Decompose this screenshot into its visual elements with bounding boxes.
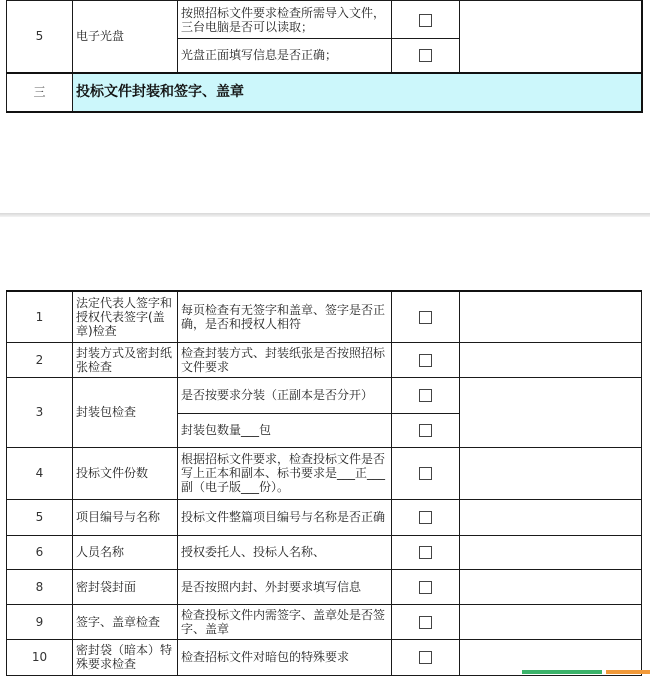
item-name: 法定代表人签字和授权代表签字(盖章)检查 bbox=[73, 291, 178, 342]
checkbox-cell bbox=[392, 413, 460, 447]
row-number: 4 bbox=[7, 447, 73, 499]
item-name: 电子光盘 bbox=[73, 1, 178, 73]
notes-cell[interactable] bbox=[460, 342, 642, 377]
checkbox-cell bbox=[392, 639, 460, 675]
checklist-table-top bbox=[6, 0, 643, 113]
table-row bbox=[7, 377, 642, 413]
checkbox-cell bbox=[392, 535, 460, 569]
item-name: 投标文件份数 bbox=[73, 447, 178, 499]
status-bar-orange bbox=[606, 670, 650, 674]
page-break bbox=[0, 213, 650, 217]
item-description: 根据招标文件要求，检查投标文件是否写上正本和副本、标书要求是___正___副（电子版___份）。 bbox=[178, 447, 392, 499]
item-description: 授权委托人、投标人名称、 bbox=[178, 535, 392, 569]
checkbox-cell bbox=[392, 1, 460, 39]
item-description: 封装包数量___包 bbox=[178, 413, 392, 447]
row-number: 3 bbox=[7, 377, 73, 447]
item-description: 检查投标文件内需签字、盖章处是否签字、盖章 bbox=[178, 604, 392, 639]
section-number: 三 bbox=[7, 73, 73, 112]
table-row bbox=[7, 342, 642, 377]
row-number: 8 bbox=[7, 569, 73, 604]
item-name: 项目编号与名称 bbox=[73, 499, 178, 535]
checkbox[interactable] bbox=[419, 581, 432, 594]
item-name: 签字、盖章检查 bbox=[73, 604, 178, 639]
item-name: 封装方式及密封纸张检查 bbox=[73, 342, 178, 377]
notes-cell[interactable] bbox=[460, 569, 642, 604]
table-row bbox=[7, 569, 642, 604]
checkbox-cell bbox=[392, 39, 460, 73]
checkbox-cell bbox=[392, 342, 460, 377]
checkbox-cell bbox=[392, 604, 460, 639]
table-row bbox=[7, 447, 642, 499]
checkbox[interactable] bbox=[419, 546, 432, 559]
table-row bbox=[7, 604, 642, 639]
checkbox[interactable] bbox=[419, 511, 432, 524]
checkbox-cell bbox=[392, 377, 460, 413]
table-row bbox=[7, 535, 642, 569]
item-description: 检查封装方式、封装纸张是否按照招标文件要求 bbox=[178, 342, 392, 377]
row-number: 2 bbox=[7, 342, 73, 377]
checkbox-cell bbox=[392, 499, 460, 535]
notes-cell[interactable] bbox=[460, 291, 642, 342]
item-name: 密封袋封面 bbox=[73, 569, 178, 604]
item-description: 是否按要求分装（正副本是否分开） bbox=[178, 377, 392, 413]
table-row bbox=[7, 291, 642, 342]
item-name: 人员名称 bbox=[73, 535, 178, 569]
item-name: 密封袋（暗本）特殊要求检查 bbox=[73, 639, 178, 675]
checkbox[interactable] bbox=[419, 424, 432, 437]
checkbox[interactable] bbox=[419, 389, 432, 402]
notes-cell[interactable] bbox=[460, 535, 642, 569]
notes-cell[interactable] bbox=[460, 499, 642, 535]
checkbox[interactable] bbox=[419, 14, 432, 27]
row-number: 10 bbox=[7, 639, 73, 675]
section-title: 投标文件封装和签字、盖章 bbox=[73, 73, 642, 112]
item-description: 每页检查有无签字和盖章、签字是否正确，是否和授权人相符 bbox=[178, 291, 392, 342]
row-number: 5 bbox=[7, 1, 73, 73]
section-header-row bbox=[7, 73, 642, 112]
row-number: 1 bbox=[7, 291, 73, 342]
item-description: 按照招标文件要求检查所需导入文件，三台电脑是否可以读取； bbox=[178, 1, 392, 39]
row-number: 6 bbox=[7, 535, 73, 569]
item-description: 光盘正面填写信息是否正确； bbox=[178, 39, 392, 73]
notes-cell[interactable] bbox=[460, 447, 642, 499]
item-description: 检查招标文件对暗包的特殊要求 bbox=[178, 639, 392, 675]
checkbox[interactable] bbox=[419, 49, 432, 62]
notes-cell[interactable] bbox=[460, 377, 642, 447]
checkbox[interactable] bbox=[419, 616, 432, 629]
table-row bbox=[7, 499, 642, 535]
checkbox-cell bbox=[392, 569, 460, 604]
item-description: 是否按照内封、外封要求填写信息 bbox=[178, 569, 392, 604]
item-name: 封装包检查 bbox=[73, 377, 178, 447]
checkbox[interactable] bbox=[419, 311, 432, 324]
status-bar-green bbox=[522, 670, 602, 674]
item-description: 投标文件整篇项目编号与名称是否正确 bbox=[178, 499, 392, 535]
checkbox[interactable] bbox=[419, 354, 432, 367]
checkbox[interactable] bbox=[419, 651, 432, 664]
row-number: 5 bbox=[7, 499, 73, 535]
checkbox[interactable] bbox=[419, 467, 432, 480]
notes-cell[interactable] bbox=[460, 604, 642, 639]
checkbox-cell bbox=[392, 291, 460, 342]
row-number: 9 bbox=[7, 604, 73, 639]
notes-cell[interactable] bbox=[460, 1, 642, 73]
checkbox-cell bbox=[392, 447, 460, 499]
table-row bbox=[7, 1, 642, 39]
checklist-table-bottom bbox=[6, 290, 642, 676]
